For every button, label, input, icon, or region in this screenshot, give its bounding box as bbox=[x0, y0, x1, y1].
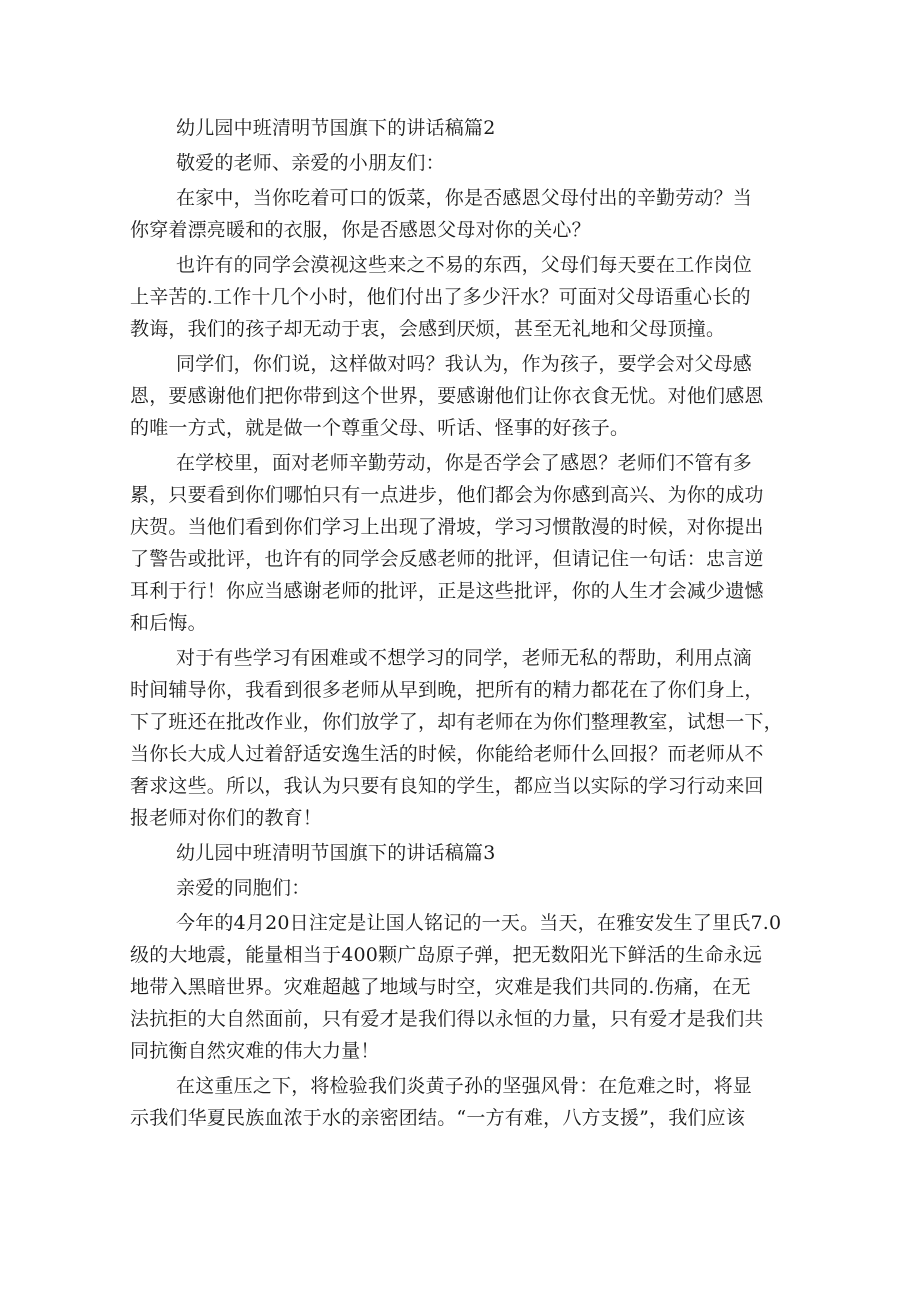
paragraph-line: 法抗拒的大自然面前，只有爱才是我们得以永恒的力量，只有爱才是我们共 bbox=[130, 1008, 764, 1030]
salutation: 亲爱的同胞们： bbox=[176, 877, 311, 899]
paragraph-line: 对于有些学习有困难或不想学习的同学，老师无私的帮助，利用点滴 bbox=[176, 647, 753, 669]
paragraph-line: 耳利于行！你应当感谢老师的批评，正是这些批评，你的人生才会减少遗憾 bbox=[130, 580, 764, 602]
paragraph-line: 同抗衡自然灾难的伟大力量！ bbox=[130, 1040, 380, 1062]
paragraph-line: 地带入黑暗世界。灾难超越了地域与时空，灾难是我们共同的.伤痛，在无 bbox=[130, 976, 751, 998]
section-title: 幼儿园中班清明节国旗下的讲话稿篇2 bbox=[176, 117, 496, 139]
paragraph-line: 和后悔。 bbox=[130, 612, 207, 634]
paragraph-line: 的唯一方式，就是做一个尊重父母、听话、怪事的好孩子。 bbox=[130, 417, 630, 439]
section-title: 幼儿园中班清明节国旗下的讲话稿篇3 bbox=[176, 842, 496, 864]
paragraph-line: 也许有的同学会漠视这些来之不易的东西，父母们每天要在工作岗位 bbox=[176, 254, 753, 276]
paragraph-line: 教诲，我们的孩子却无动于衷，会感到厌烦，甚至无礼地和父母顶撞。 bbox=[130, 318, 726, 340]
paragraph-line: 你穿着漂亮暖和的衣服，你是否感恩父母对你的关心？ bbox=[130, 219, 591, 241]
paragraph-line: 在家中，当你吃着可口的饭菜，你是否感恩父母付出的辛勤劳动？当 bbox=[176, 187, 753, 209]
paragraph-line: 在这重压之下，将检验我们炎黄子孙的坚强风骨：在危难之时，将显 bbox=[176, 1075, 753, 1097]
paragraph-line: 今年的4月20日注定是让国人铭记的一天。当天，在雅安发生了里氏7.0 bbox=[176, 912, 782, 934]
paragraph-line: 上辛苦的.工作十几个小时，他们付出了多少汗水？可面对父母语重心长的 bbox=[130, 286, 751, 308]
paragraph-line: 报老师对你们的教育！ bbox=[130, 807, 323, 829]
paragraph-line: 下了班还在批改作业，你们放学了，却有老师在为你们整理教室，试想一下， bbox=[130, 711, 783, 733]
paragraph-line: 在学校里，面对老师辛勤劳动，你是否学会了感恩？老师们不管有多 bbox=[176, 452, 753, 474]
paragraph-line: 了警告或批评，也许有的同学会反感老师的批评，但请记住一句话：忠言逆 bbox=[130, 548, 764, 570]
paragraph-line: 恩，要感谢他们把你带到这个世界，要感谢他们让你衣食无忧。对他们感恩 bbox=[130, 385, 764, 407]
paragraph-line: 当你长大成人过着舒适安逸生活的时候，你能给老师什么回报？而老师从不 bbox=[130, 743, 764, 765]
paragraph-line: 级的大地震，能量相当于400颗广岛原子弹，把无数阳光下鲜活的生命永远 bbox=[130, 944, 763, 966]
paragraph-line: 时间辅导你，我看到很多老师从早到晚，把所有的精力都花在了你们身上， bbox=[130, 679, 764, 701]
paragraph-line: 累，只要看到你们哪怕只有一点进步，他们都会为你感到高兴、为你的成功 bbox=[130, 484, 764, 506]
paragraph-line: 示我们华夏民族血浓于水的亲密团结。“一方有难，八方支援”，我们应该 bbox=[130, 1107, 746, 1129]
salutation: 敬爱的老师、亲爱的小朋友们： bbox=[176, 152, 445, 174]
paragraph-line: 奢求这些。所以，我认为只要有良知的学生，都应当以实际的学习行动来回 bbox=[130, 775, 764, 797]
document-page bbox=[130, 112, 795, 1134]
paragraph-line: 同学们，你们说，这样做对吗？我认为，作为孩子，要学会对父母感 bbox=[176, 353, 753, 375]
paragraph-line: 庆贺。当他们看到你们学习上出现了滑坡，学习习惯散漫的时候，对你提出 bbox=[130, 516, 764, 538]
